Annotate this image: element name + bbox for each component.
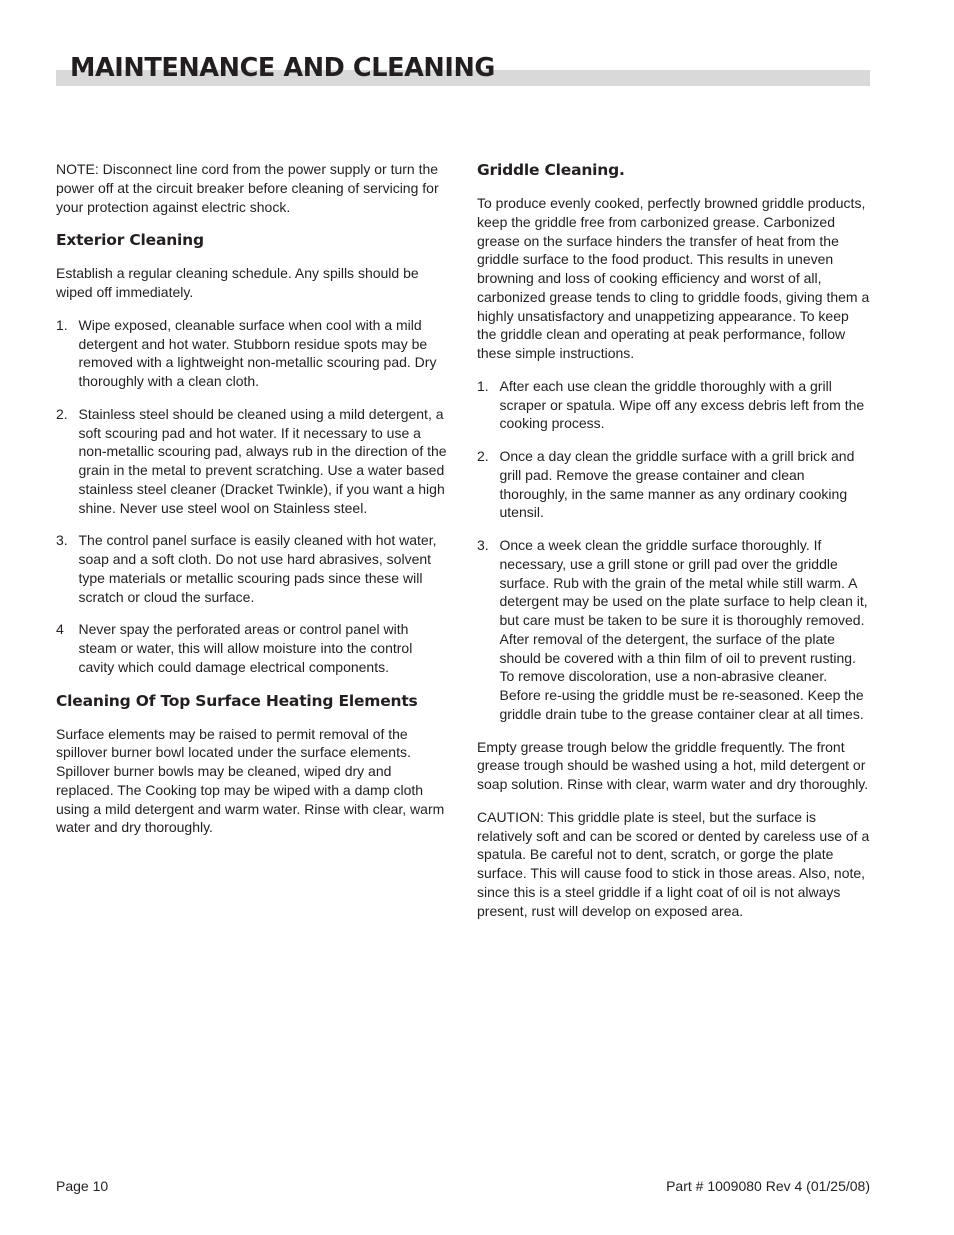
page-title: MAINTENANCE AND CLEANING	[70, 53, 495, 83]
right-column	[477, 160, 870, 934]
list-item-number: 1.	[56, 316, 68, 333]
list-item-text: Stainless steel should be cleaned using a mild detergent, a soft scouring pad and hot water. If it necessary to use a non-metallic scouring pad, always rub in the direction of the grain in the metal to prevent scratching. Use a water based stainless steel cleaner (Dracket Twinkle), if you want a high shine. Never use steel wool on Stainless steel.	[78, 405, 447, 516]
list-item-text: Once a week clean the griddle surface thoroughly. If necessary, use a grill stone or grill pad over the griddle surface. Rub with the grain of the metal while still warm. A detergent may be used on the plate surface to help clean it, but care must be taken to be sure it is thoroughly removed. After removal of the detergent, the surface of the plate should be covered with a thin film of oil to prevent rusting. To remove discoloration, use a non-abrasive cleaner. Before re-using the griddle must be re-seasoned. Keep the griddle drain tube to the grease container clear at all times.	[499, 537, 868, 722]
list-item	[477, 536, 870, 724]
griddle-cleaning-heading: Griddle Cleaning.	[477, 161, 625, 179]
top-surface-heading: Cleaning Of Top Surface Heating Elements	[56, 691, 418, 710]
list-item-number: 3.	[477, 537, 489, 553]
exterior-cleaning-heading: Exterior Cleaning	[56, 231, 204, 250]
list-item	[56, 316, 449, 391]
list-item-text: The control panel surface is easily cleaned with hot water, soap and a soft cloth. Do not use hard abrasives, solvent type materials or metallic scouring pads since these will scratch or cloud the surface.	[78, 532, 437, 605]
list-item-number: 3.	[56, 532, 68, 549]
griddle-cleaning-list	[477, 377, 870, 724]
list-item	[56, 405, 449, 518]
part-number: Part # 1009080 Rev 4 (01/25/08)	[666, 1178, 870, 1194]
list-item	[477, 447, 870, 522]
grease-trough-paragraph: Empty grease trough below the griddle frequently. The front grease trough should be washed using a hot, mild detergent or soap solution. Rinse with clear, warm water and dry thoroughly.	[477, 738, 869, 792]
list-item-text: Once a day clean the griddle surface with a grill brick and grill pad. Remove the grease container and clean thoroughly, in the same manner as any ordinary cooking utensil.	[499, 448, 855, 521]
list-item-text: Never spay the perforated areas or control panel with steam or water, this will allow moisture into the control cavity which could damage electrical components.	[78, 621, 413, 675]
safety-note: NOTE: Disconnect line cord from the power supply or turn the power off at the circuit breaker before cleaning of servicing for your protection against electric shock.	[56, 161, 439, 215]
griddle-cleaning-intro: To produce evenly cooked, perfectly browned griddle products, keep the griddle free from carbonized grease. Carbonized grease on the surface hinders the transfer of heat from the griddle surface to the food product. This results in uneven browning and loss of cooking efficiency and worst of all, carbonized grease tends to cling to griddle foods, giving them a highly unsatisfactory and unappetizing appearance. To keep the griddle clean and operating at peak performance, follow these simple instructions.	[477, 195, 870, 361]
top-surface-body: Surface elements may be raised to permit removal of the spillover burner bowl located under the surface elements. Spillover burner bowls may be cleaned, wiped dry and replaced. The Cooking top may be wiped with a damp cloth using a mild detergent and warm water. Rinse with clear, warm water and dry thoroughly.	[56, 725, 445, 836]
page-number: Page 10	[56, 1178, 109, 1194]
list-item-text: After each use clean the griddle thoroughly with a grill scraper or spatula. Wipe off any excess debris left from the cooking process.	[499, 377, 865, 432]
list-item	[56, 620, 449, 676]
list-item	[56, 531, 449, 606]
list-item-number: 2.	[56, 405, 68, 422]
list-item-text: Wipe exposed, cleanable surface when cool with a mild detergent and hot water. Stubborn residue spots may be removed with a lightweight non-metallic scouring pad. Dry thoroughly with a clean cloth.	[78, 316, 437, 389]
caution-paragraph: CAUTION: This griddle plate is steel, but the surface is relatively soft and can be scored or dented by careless use of a spatula. Be careful not to dent, scratch, or gorge the plate surface. This will cause food to stick in those areas. Also, note, since this is a steel griddle if a light coat of oil is not always present, rust will develop on exposed area.	[477, 808, 870, 919]
list-item	[477, 377, 870, 433]
list-item-number: 2.	[477, 448, 489, 464]
exterior-cleaning-intro: Establish a regular cleaning schedule. Any spills should be wiped off immediately.	[56, 265, 419, 300]
list-item-number: 1.	[477, 377, 489, 394]
list-item-number: 4	[56, 621, 64, 638]
left-column	[56, 160, 449, 851]
exterior-cleaning-list	[56, 316, 449, 677]
